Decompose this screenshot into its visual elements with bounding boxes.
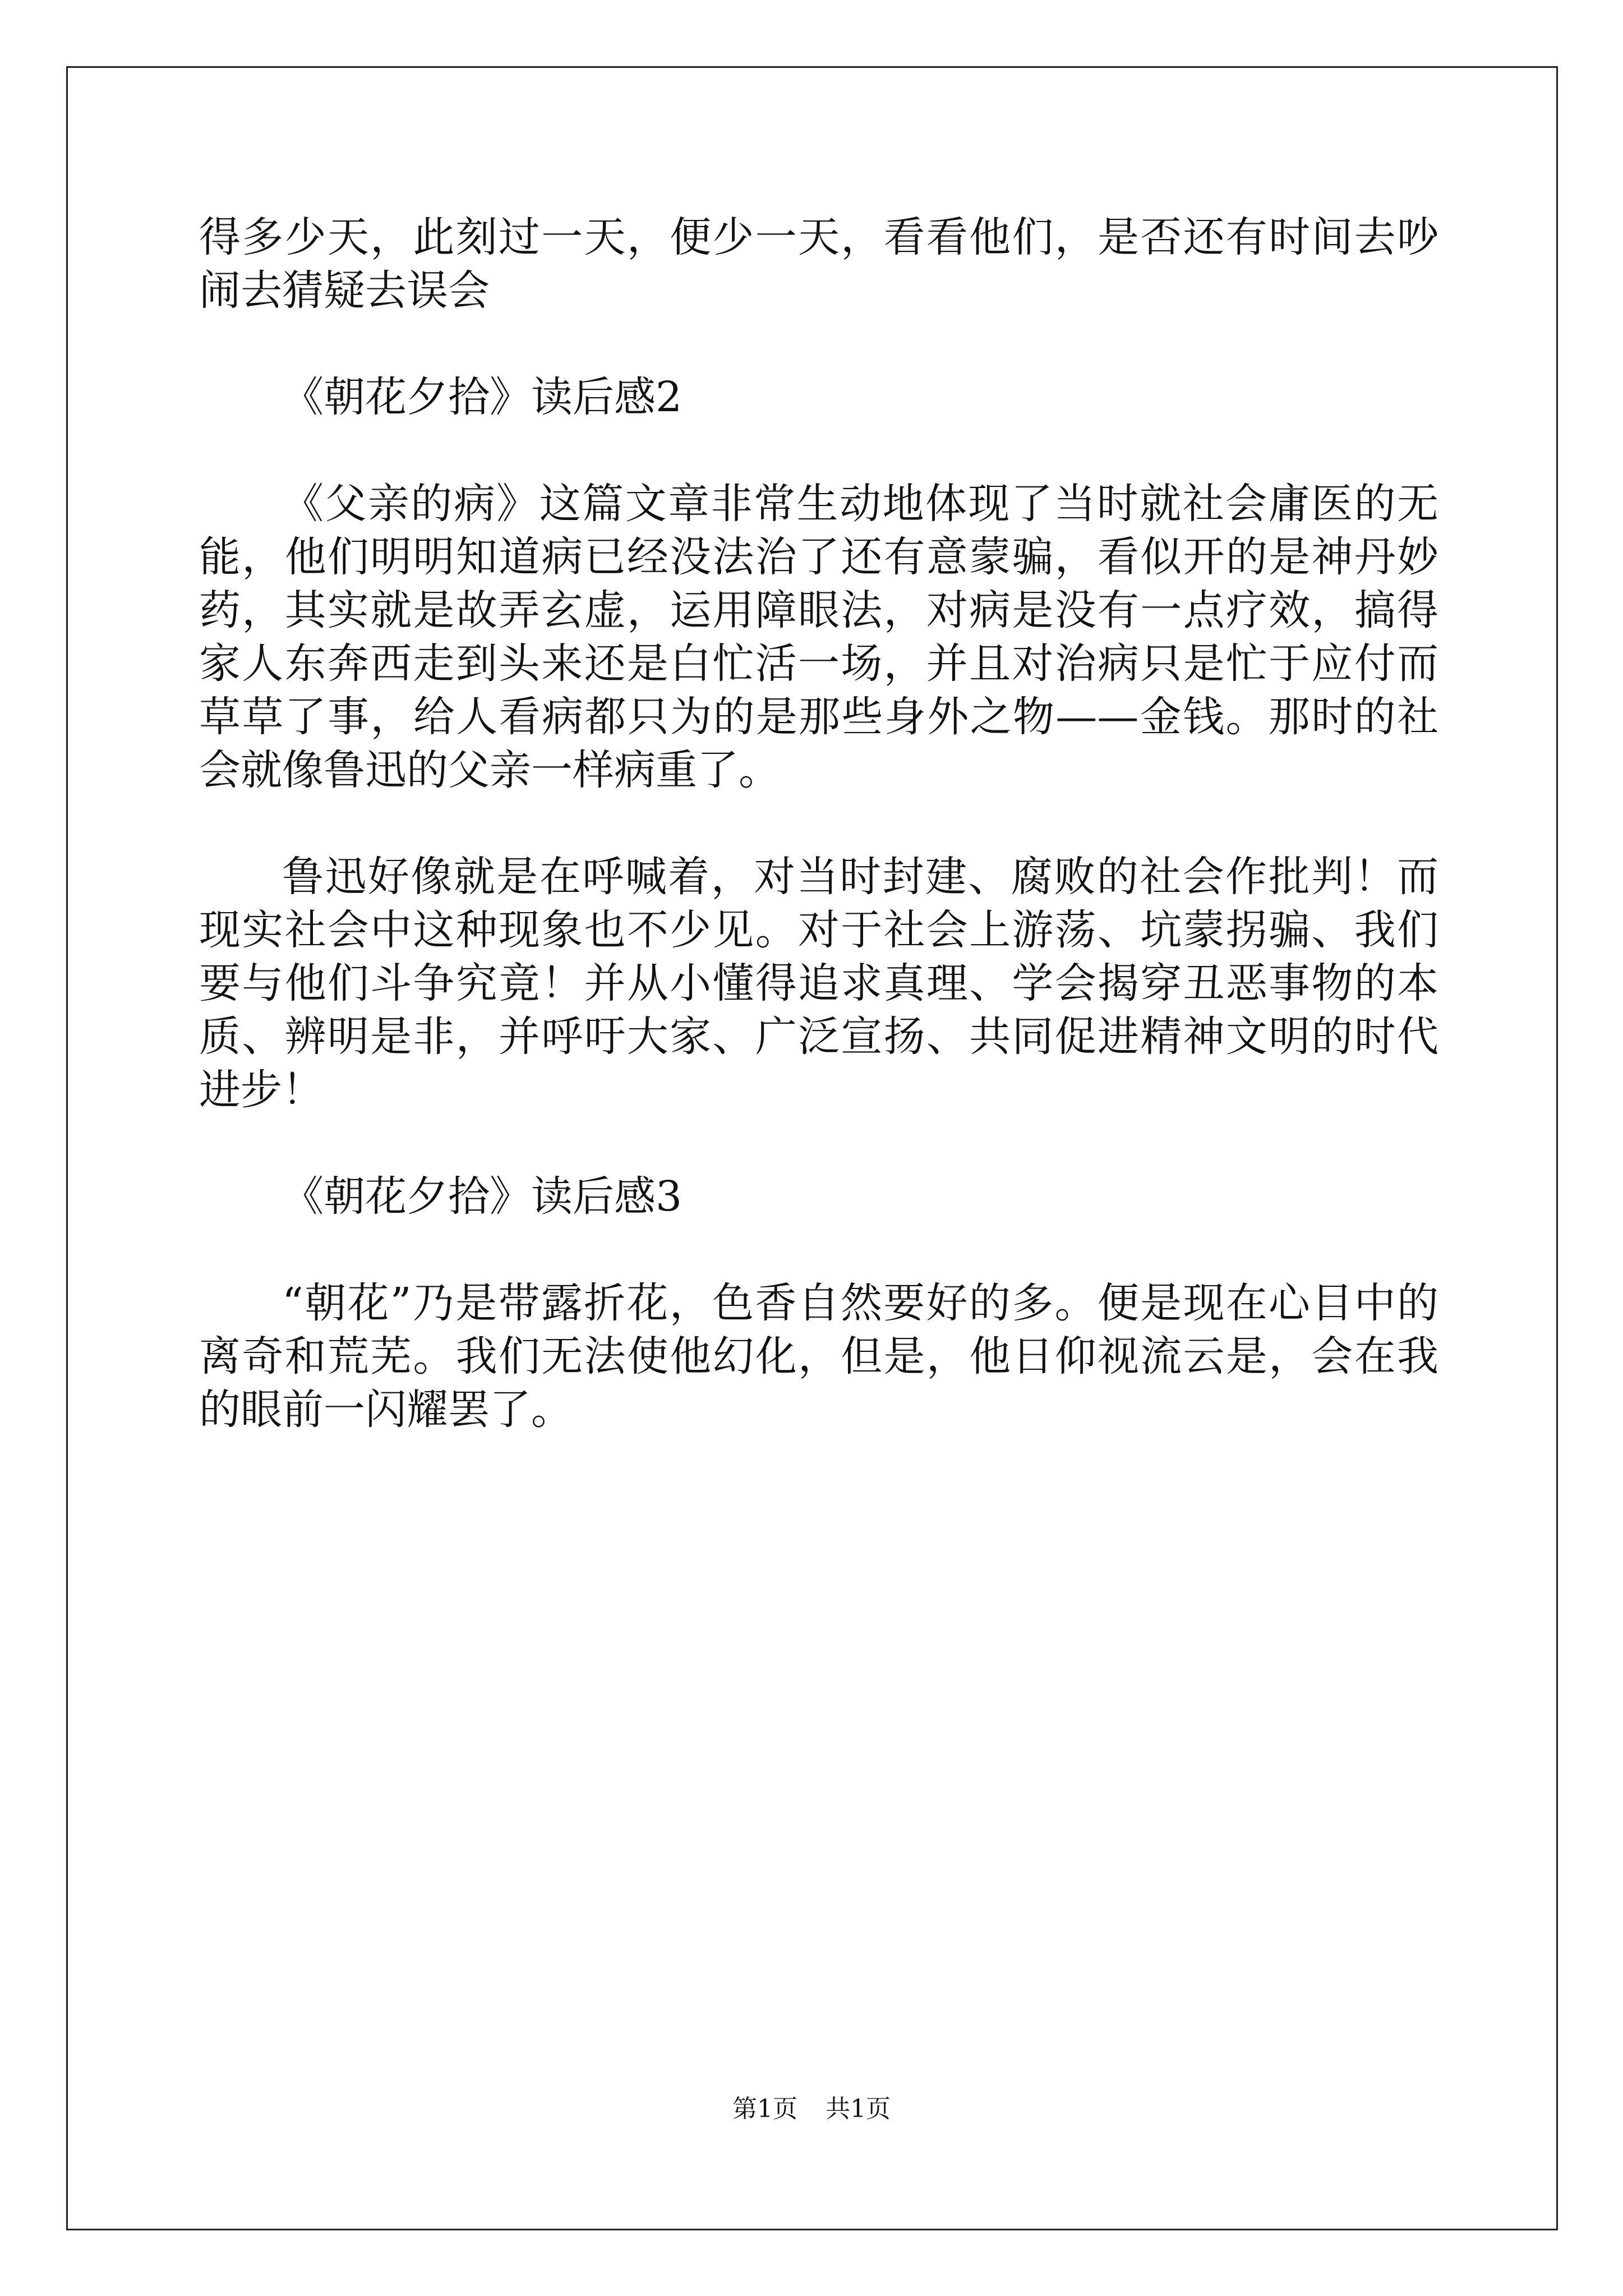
paragraph-father-illness: 《父亲的病》这篇文章非常生动地体现了当时就社会庸医的无能，他们明明知道病已经没法治了还有意蒙骗，看似开的是神丹妙药，其实就是故弄玄虚，运用障眼法，对病是没有一点疗效，搞得家人东奔西走到头来还是白忙活一场，并且对治病只是忙于应付而草草了事，给人看病都只为的是那些身外之物——金钱。那时的社会就像鲁迅的父亲一样病重了。 [199, 480, 1438, 794]
document-body [199, 211, 1438, 1490]
paragraph-morning-flowers: “朝花”乃是带露折花，色香自然要好的多。便是现在心目中的离奇和荒芜。我们无法使他幻化，但是，他日仰视流云是，会在我的眼前一闪耀罢了。 [199, 1279, 1438, 1434]
paragraph-luxun-critique: 鲁迅好像就是在呼喊着，对当时封建、腐败的社会作批判！而现实社会中这种现象也不少见。对于社会上游荡、坑蒙拐骗、我们要与他们斗争究竟！并从小懂得追求真理、学会揭穿丑恶事物的本质、辨明是非，并呼吁大家、广泛宣扬、共同促进精神文明的时代进步！ [199, 853, 1438, 1114]
section-heading-3: 《朝花夕拾》读后感3 [282, 1172, 683, 1221]
section-heading-2: 《朝花夕拾》读后感2 [282, 373, 683, 421]
page-total: 共1页 [826, 2095, 891, 2123]
page-footer [0, 2092, 1623, 2126]
paragraph-continuation: 得多少天，此刻过一天，便少一天，看看他们，是否还有时间去吵闹去猜疑去误会 [199, 213, 1438, 315]
page-number: 第1页 [732, 2095, 797, 2123]
